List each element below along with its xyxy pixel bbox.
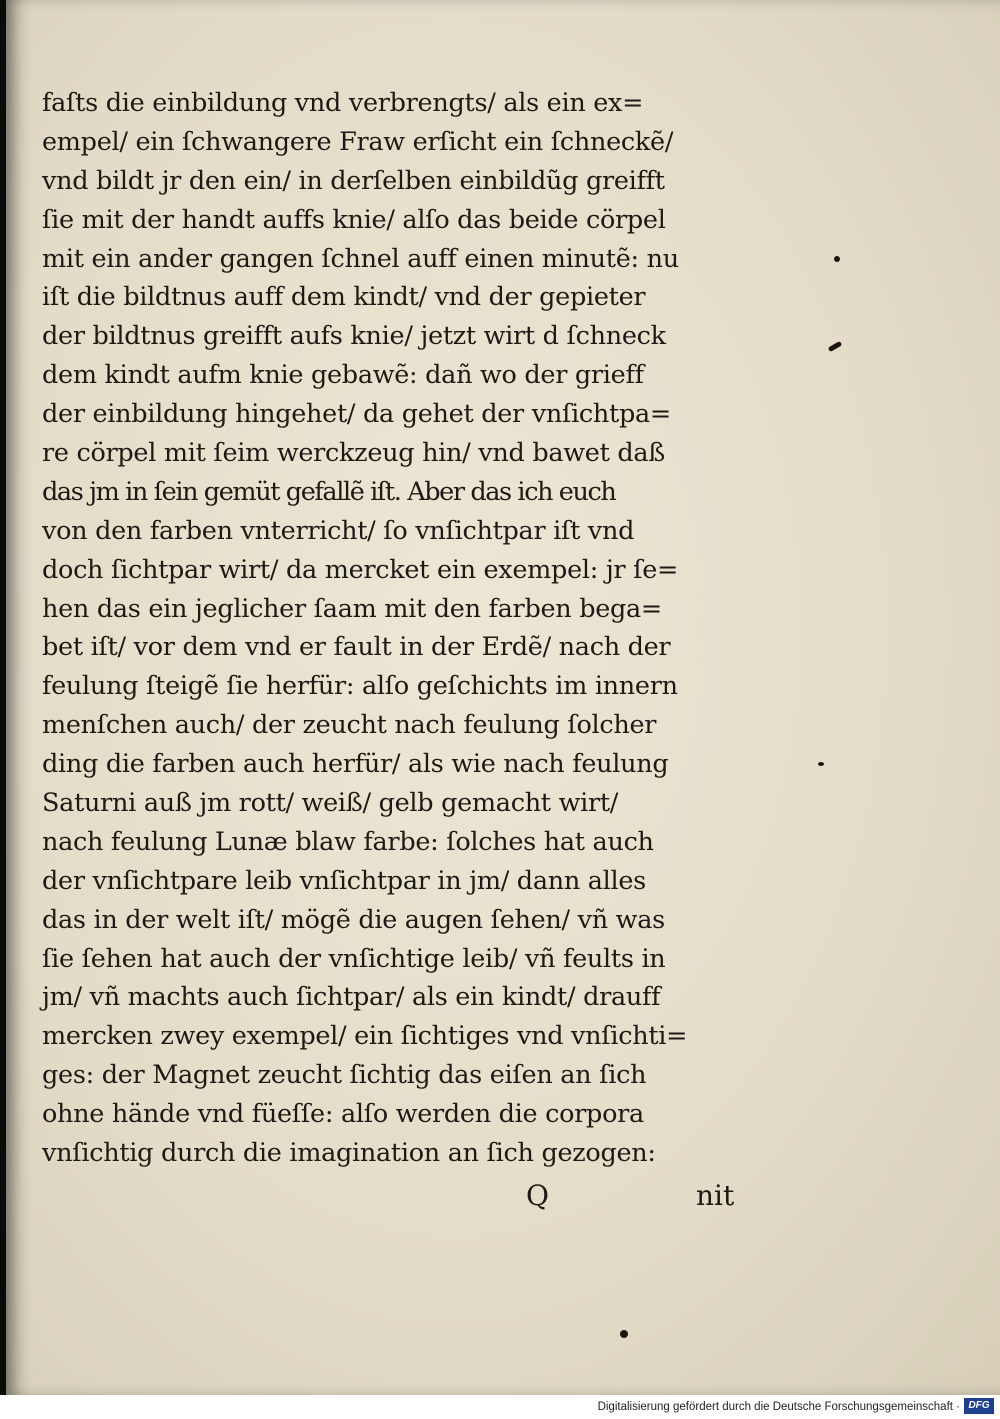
text-line-3: vnd bildt jr den ein/ in derſelben einbildũg greifft [42, 165, 665, 196]
text-line-13: doch ſichtpar wirt/ da mercket ein exempel: jr ſe= [42, 554, 679, 585]
signature-mark: Q [526, 1179, 549, 1212]
text-line-27: ohne hände vnd füeſſe: alſo werden die corpora [42, 1099, 644, 1130]
text-block [42, 84, 762, 1173]
text-line-5: mit ein ander gangen ſchnel auff einen minutẽ: nu [42, 243, 679, 274]
text-line-14: hen das ein jeglicher ſaam mit den farben bega= [42, 593, 663, 624]
text-line-4: ſie mit der handt auffs knie/ alſo das beide cörpel [42, 204, 666, 235]
text-line-23: ſie ſehen hat auch der vnſichtige leib/ vñ feults in [42, 943, 666, 974]
text-line-10: re cörpel mit ſeim werckzeug hin/ vnd bawet daß [42, 438, 665, 469]
ink-speck [620, 1330, 628, 1338]
text-line-17: menſchen auch/ der zeucht nach feulung ſolcher [42, 710, 657, 741]
text-line-9: der einbildung hingehet/ da gehet der vnſichtpa= [42, 399, 671, 430]
text-line-7: der bildtnus greifft aufs knie/ jetzt wirt d ſchneck [42, 321, 666, 352]
text-line-2: empel/ ein ſchwangere Fraw erſicht ein ſchneckẽ/ [42, 126, 674, 157]
footer-bar [0, 1395, 1000, 1419]
text-line-22: das in der welt iſt/ mögẽ die augen ſehen/ vñ was [42, 904, 665, 935]
ink-speck [834, 256, 840, 262]
text-line-19: Saturni auß jm rott/ weiß/ gelb gemacht wirt/ [42, 788, 619, 819]
text-line-20: nach feulung Lunæ blaw farbe: ſolches hat auch [42, 826, 654, 857]
dfg-logo-icon: DFG [964, 1398, 994, 1414]
text-line-12: von den farben vnterricht/ ſo vnſichtpar iſt vnd [42, 515, 635, 546]
catchword: nit [696, 1179, 735, 1212]
text-line-24: jm/ vñ machts auch ſichtpar/ als ein kindt/ drauff [42, 982, 661, 1013]
ink-speck [828, 341, 843, 352]
text-line-15: bet iſt/ vor dem vnd er fault in der Erdẽ/ nach der [42, 632, 671, 663]
book-page [6, 0, 1000, 1395]
text-line-25: mercken zwey exempel/ ein ſichtiges vnd vnſichti= [42, 1021, 688, 1052]
digitization-credit: Digitalisierung gefördert durch die Deutsche Forschungsgemeinschaft · [597, 1401, 960, 1413]
text-line-26: ges: der Magnet zeucht ſichtig das eiſen an ſich [42, 1060, 647, 1091]
text-line-1: faſts die einbildung vnd verbrengts/ als ein ex= [42, 88, 644, 118]
ink-speck [818, 762, 824, 766]
text-line-11: das jm in ſein gemüt gefallẽ iſt. Aber das ich euch [42, 476, 616, 507]
text-line-8: dem kindt aufm knie gebawẽ: dañ wo der grieff [42, 360, 644, 391]
text-line-18: ding die farben auch herfür/ als wie nach feulung [42, 749, 669, 780]
text-line-16: feulung ſteigẽ ſie herfür: alſo geſchichts im innern [42, 671, 678, 702]
text-line-21: der vnſichtpare leib vnſichtpar in jm/ dann alles [42, 865, 646, 896]
text-line-6: iſt die bildtnus auff dem kindt/ vnd der gepieter [42, 282, 646, 313]
text-line-28: vnſichtig durch die imagination an ſich gezogen: [42, 1138, 656, 1169]
